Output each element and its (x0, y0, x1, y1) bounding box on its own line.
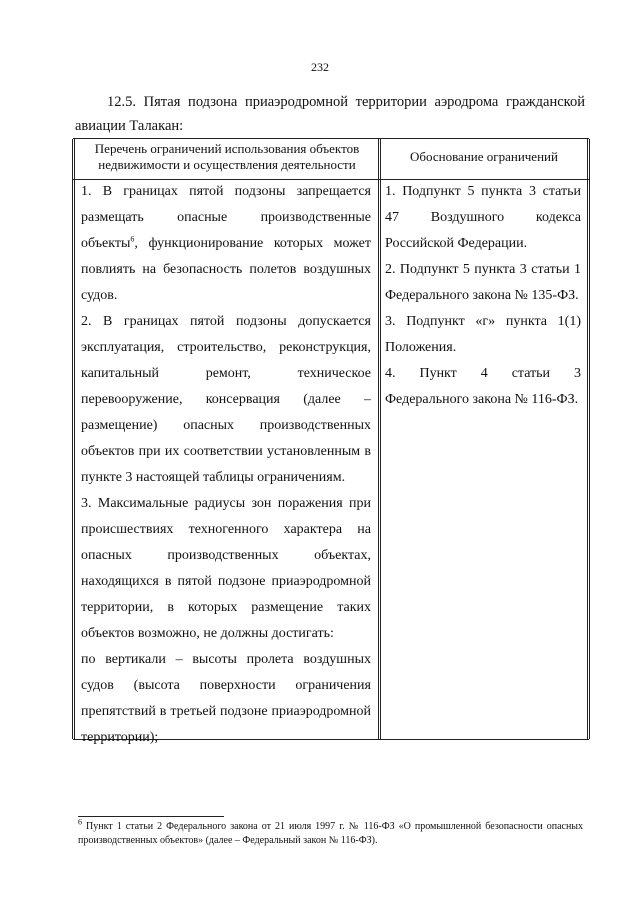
restriction-1-text-start: 1. В границах пятой подзоны запрещается размещать опасные производственные объекты (81, 184, 371, 251)
column-header-restrictions: Перечень ограничений использования объектов недвижимости и осуществления деятельности (94, 141, 360, 172)
footnote-mark: 6 (78, 817, 82, 827)
page-number: 232 (311, 60, 329, 74)
restriction-1-text-end: , функционирование которых может повлиять на безопасность полетов воздушных судов. (81, 236, 371, 303)
restriction-paragraph-2: 2. В границах пятой подзоны допускается эксплуатация, строительство, реконструкция, капитальный ремонт, техническое перевооружение, консервация (далее – размещение) опасных производственных объектов при их соответствии установленным в пункте 3 настоящей таблицы ограничениям. (81, 314, 371, 485)
table-header-row (73, 139, 589, 180)
justification-item-3: 3. Подпункт «г» пункта 1(1) Положения. (385, 314, 581, 355)
section-heading (75, 90, 585, 138)
justification-item-2: 2. Подпункт 5 пункта 3 статьи 1 Федерального закона № 135-ФЗ. (385, 262, 581, 303)
restriction-paragraph-3: 3. Максимальные радиусы зон поражения при происшествиях техногенного характера на опасных производственных объектах, находящихся в пятой подзоне приаэродромной территории, в которых размещение таких объектов возможно, не должны достигать: (81, 496, 371, 641)
section-heading-line-1: 12.5. Пятая подзона приаэродромной территории аэродрома гражданской (107, 94, 585, 110)
column-separator (378, 139, 381, 739)
justification-cell (385, 179, 581, 413)
justification-item-4: 4. Пункт 4 статьи 3 Федерального закона № 116-ФЗ. (385, 366, 581, 407)
restrictions-table (73, 138, 589, 745)
footnote-divider (78, 816, 224, 817)
footnote (78, 817, 584, 848)
restriction-paragraph-4: по вертикали – высоты пролета воздушных судов (высота поверхности ограничения препятствий в третьей подзоне приаэродромной территории); (81, 652, 371, 745)
restriction-paragraph-1 (81, 179, 371, 309)
justification-item-1: 1. Подпункт 5 пункта 3 статьи 47 Воздушного кодекса Российской Федерации. (385, 184, 581, 251)
section-heading-line-2: авиации Талакан: (75, 118, 184, 134)
footnote-text: Пункт 1 статьи 2 Федерального закона от 21 июля 1997 г. № 116-ФЗ «О промышленной безопасности опасных производственных объектов» (далее – Федеральный закон № 116-ФЗ). (78, 821, 584, 846)
footnote-reference: 6 (130, 234, 135, 244)
restrictions-cell (81, 179, 371, 751)
column-header-justification: Обоснование ограничений (410, 149, 558, 164)
